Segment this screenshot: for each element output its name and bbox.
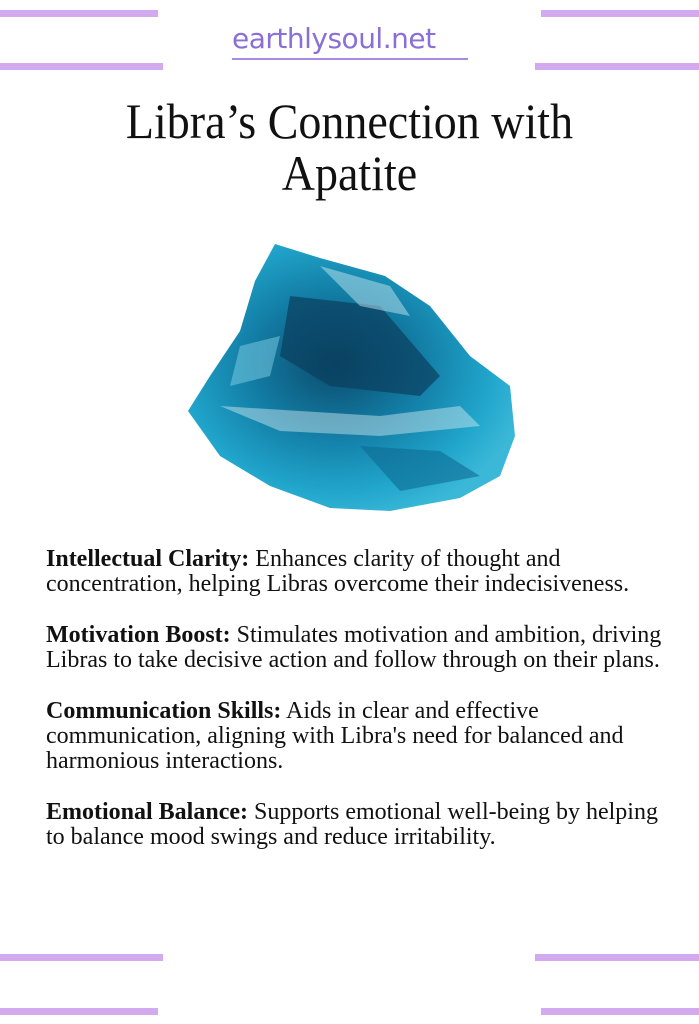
decorative-bar-bottom-right-1 — [535, 954, 699, 961]
decorative-bar-top-left-1 — [0, 10, 158, 17]
benefit-item-communication-skills — [46, 699, 666, 774]
title-line-2: Apatite — [281, 145, 418, 201]
benefit-heading: Motivation Boost: — [46, 622, 231, 648]
logo-text: earthlysoul.net — [232, 22, 436, 55]
benefit-item-emotional-balance — [46, 800, 666, 850]
benefit-heading: Intellectual Clarity: — [46, 546, 250, 572]
benefit-heading: Communication Skills: — [46, 698, 282, 724]
site-logo[interactable] — [232, 22, 468, 60]
benefit-heading: Emotional Balance: — [46, 799, 248, 825]
title-line-1: Libra’s Connection with — [125, 93, 574, 149]
decorative-bar-bottom-right-2 — [541, 1008, 699, 1015]
benefit-text: Aids in clear and effective communication, aligning with Libra's need for balanced and harmonious interactions. — [46, 698, 624, 774]
benefit-item-motivation-boost — [46, 623, 666, 673]
decorative-bar-bottom-left-1 — [0, 954, 163, 961]
page-title — [28, 95, 671, 199]
benefit-text: Enhances clarity of thought and concentration, helping Libras overcome their indecisiveness. — [46, 546, 630, 597]
apatite-crystal-image — [180, 236, 520, 516]
decorative-bar-top-right-1 — [541, 10, 699, 17]
decorative-bar-top-left-2 — [0, 63, 163, 70]
benefit-item-intellectual-clarity — [46, 547, 666, 597]
benefits-list — [46, 547, 666, 876]
decorative-bar-top-right-2 — [535, 63, 699, 70]
decorative-bar-bottom-left-2 — [0, 1008, 158, 1015]
benefit-text: Stimulates motivation and ambition, driving Libras to take decisive action and follow through on their plans. — [46, 622, 662, 673]
logo-underline — [232, 58, 468, 60]
benefit-text: Supports emotional well-being by helping to balance mood swings and reduce irritability. — [46, 799, 658, 850]
